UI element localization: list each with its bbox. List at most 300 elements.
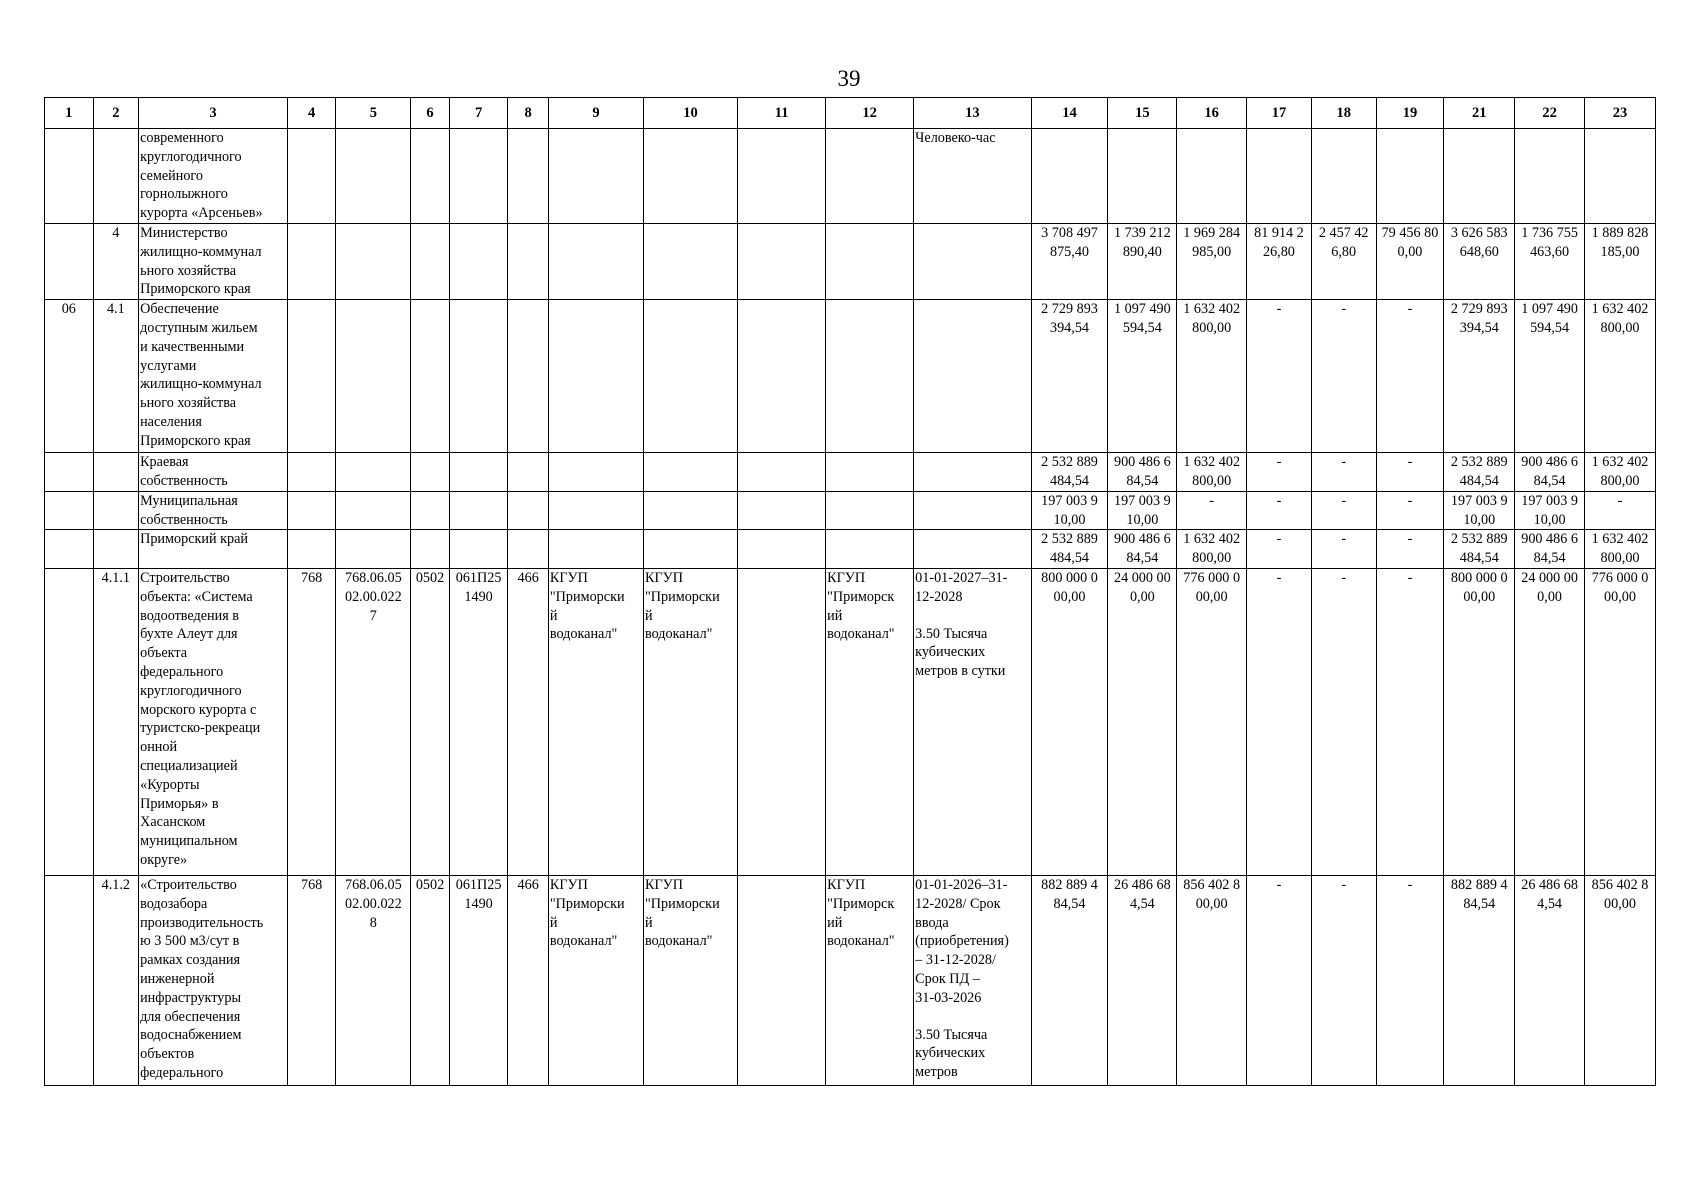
table-cell-col-16 [1177,129,1247,224]
cell-line: объектов [140,1046,195,1063]
cell-line: 768.06.05 [344,569,402,586]
table-cell-col-6 [411,453,449,492]
cell-line: - [1209,492,1215,509]
table-cell-col-12 [826,568,914,875]
column-header-17: 17 [1247,98,1312,129]
table-cell-col-14 [1031,300,1108,453]
cell-line: ий [827,914,843,931]
table-cell-col-11 [738,300,826,453]
cell-line: 1 632 402 [1591,301,1649,318]
cell-line: КГУП [645,569,683,586]
cell-line: объекта [140,645,188,662]
page-number: 39 [837,66,861,91]
table-cell-col-21 [1444,300,1515,453]
cell-line: Муниципальная [140,492,238,509]
cell-line: 84,54 [1533,472,1566,489]
table-body [45,129,1656,1086]
table-cell-col-1 [45,129,94,224]
table-cell-col-19 [1376,530,1444,569]
cell-line: Строительство [140,569,230,586]
table-cell-col-23 [1585,129,1656,224]
table-cell-col-3 [139,568,288,875]
cell-line: Министерство [140,224,228,241]
cell-line: 0,00 [1129,588,1155,605]
table-cell-col-14 [1031,491,1108,530]
cell-line: 776 000 0 [1183,569,1241,586]
table-cell-col-8 [508,223,548,299]
cell-line: кубических [915,644,986,661]
cell-line: 1 097 490 [1113,301,1171,318]
table-cell-col-16 [1177,875,1247,1085]
table-cell-col-22 [1515,453,1585,492]
table-cell-col-23 [1585,491,1656,530]
cell-line: - [1341,569,1347,586]
cell-line: водоканал" [827,626,895,643]
table-cell-col-12 [826,453,914,492]
cell-line: й [645,607,653,624]
table-cell-col-4 [287,491,336,530]
table-cell-col-3 [139,129,288,224]
cell-line: 10,00 [1533,511,1566,528]
table-cell-col-16 [1177,453,1247,492]
table-cell-col-8: 466 [508,875,548,1085]
table-cell-col-6: 0502 [411,568,449,875]
table-cell-col-15 [1108,875,1177,1085]
cell-line: - [1341,301,1347,318]
cell-line: 2 532 889 [1041,454,1098,471]
cell-line: 1 969 284 [1183,224,1241,241]
cell-line: и качественными [140,338,245,355]
cell-line: 1 097 490 [1521,301,1578,318]
cell-line: морского курорта с [140,701,257,718]
table-cell-col-18 [1311,568,1376,875]
table-cell-col-18 [1311,300,1376,453]
cell-line: производительность [140,914,264,931]
cell-line: 01-01-2026–31- [915,876,1008,893]
cell-line: 12-2028/ Срок [915,895,1001,912]
cell-line: 3.50 Тысяча [915,1026,988,1043]
table-cell-col-5 [336,129,411,224]
table-cell-col-4 [287,223,336,299]
cell-line: метров в сутки [915,663,1006,680]
cell-line: услугами [140,357,197,374]
table-cell-col-11 [738,491,826,530]
table-cell-col-10 [644,223,738,299]
cell-line: 00,00 [1195,895,1228,912]
cell-line: - [1341,531,1347,548]
table-cell-col-6 [411,223,449,299]
table-cell-col-10 [644,530,738,569]
cell-line: 900 486 6 [1113,531,1171,548]
table-cell-col-23 [1585,300,1656,453]
cell-line: 882 889 4 [1041,876,1098,893]
cell-line: (приобретения) [915,933,1009,950]
column-header-2: 2 [93,98,139,129]
table-cell-col-9 [548,300,643,453]
cell-line: 800,00 [1600,550,1640,567]
cell-line: 31-03-2026 [915,989,982,1006]
table-cell-col-3 [139,300,288,453]
cell-line: водоканал" [827,933,895,950]
table-cell-col-15 [1108,300,1177,453]
table-cell-col-17 [1247,491,1312,530]
cell-line: Человеко-час [915,130,996,146]
column-header-12: 12 [826,98,914,129]
table-cell-col-3 [139,491,288,530]
table-cell-col-1 [45,223,94,299]
table-cell-col-6 [411,530,449,569]
column-header-14: 14 [1031,98,1108,129]
cell-line: Приморский край [140,531,248,548]
cell-line: 2 457 42 [1318,224,1369,241]
table-cell-col-7 [449,223,508,299]
table-cell-col-1 [45,568,94,875]
column-header-4: 4 [287,98,336,129]
cell-line: 856 402 8 [1183,876,1241,893]
table-cell-col-18 [1311,530,1376,569]
cell-line: Обеспечение [140,301,219,318]
table-cell-col-5 [336,875,411,1085]
cell-line: 900 486 6 [1521,454,1578,471]
cell-line: ий [827,607,843,624]
table-cell-col-4 [287,530,336,569]
table-cell-col-19 [1376,223,1444,299]
table-cell-col-1 [45,530,94,569]
cell-line: "Приморски [645,588,720,605]
cell-line: 1 739 212 [1113,224,1171,241]
column-header-9: 9 [548,98,643,129]
cell-line: 061П25 [455,876,502,893]
cell-line: 84,54 [1053,895,1086,912]
table-cell-col-18 [1311,129,1376,224]
column-header-8: 8 [508,98,548,129]
cell-line: 81 914 2 [1254,224,1304,241]
table-cell-col-7 [449,875,508,1085]
table-cell-col-18 [1311,223,1376,299]
cell-line: Срок ПД – [915,970,980,987]
cell-line: горнолыжного [140,186,228,203]
cell-line: инфраструктуры [140,989,241,1006]
column-header-3: 3 [139,98,288,129]
table-cell-col-9 [548,530,643,569]
cell-line: ю 3 500 м3/сут в [140,933,240,950]
cell-line: собственность [140,472,228,489]
cell-line: 84,54 [1463,895,1496,912]
table-cell-col-4 [287,453,336,492]
cell-line: водоотведения в [140,607,239,624]
cell-line: 10,00 [1126,511,1159,528]
table-cell-col-10 [644,491,738,530]
cell-line: водоканал" [645,626,713,643]
table-cell-col-8: 466 [508,568,548,875]
cell-line: - [1407,301,1413,318]
cell-line: 02.00.022 [344,895,402,912]
cell-line: 00,00 [1053,588,1086,605]
table-cell-col-9 [548,491,643,530]
table-cell-col-16 [1177,568,1247,875]
table-cell-col-13 [914,300,1031,453]
table-cell-col-13 [914,129,1031,224]
table-cell-col-15 [1108,491,1177,530]
cell-line: - [1407,531,1413,548]
cell-line: 26,80 [1262,243,1295,260]
table-row [45,129,1656,224]
table-cell-col-19 [1376,453,1444,492]
column-header-11: 11 [738,98,826,129]
table-cell-col-23 [1585,453,1656,492]
cell-line: 1490 [464,588,493,605]
table-cell-col-5 [336,223,411,299]
table-cell-col-2 [93,491,139,530]
budget-table [44,97,1656,1086]
table-cell-col-6 [411,491,449,530]
table-cell-col-4: 768 [287,568,336,875]
table-cell-col-14 [1031,568,1108,875]
table-cell-col-17 [1247,453,1312,492]
table-cell-col-19 [1376,491,1444,530]
table-cell-col-1 [45,875,94,1085]
cell-line: округе» [140,851,188,868]
cell-line: 594,54 [1530,319,1570,336]
cell-line: метров [915,1064,958,1081]
cell-line: 900 486 6 [1113,454,1171,471]
table-cell-col-6 [411,300,449,453]
table-cell-col-2: 4 [93,223,139,299]
cell-line: собственность [140,511,228,528]
cell-line: 10,00 [1053,511,1086,528]
cell-line: онной [140,739,178,756]
cell-line: – 31-12-2028/ [915,952,996,969]
cell-line: 3 708 497 [1041,224,1098,241]
table-cell-col-5 [336,568,411,875]
table-cell-col-23 [1585,223,1656,299]
column-header-6: 6 [411,98,449,129]
table-cell-col-5 [336,491,411,530]
cell-line: жилищно-коммунал [140,376,262,393]
table-cell-col-10 [644,129,738,224]
cell-line: "Приморски [549,895,625,912]
cell-line: 00,00 [1604,895,1636,912]
column-header-21: 21 [1444,98,1515,129]
table-cell-col-10 [644,568,738,875]
table-cell-col-10 [644,300,738,453]
cell-line: водоканал" [549,626,618,643]
table-cell-col-12 [826,223,914,299]
table-cell-col-14 [1031,223,1108,299]
cell-line: специализацией [140,757,238,774]
table-cell-col-21 [1444,223,1515,299]
table-cell-col-15 [1108,568,1177,875]
cell-line: 800,00 [1192,319,1232,336]
cell-line: 197 003 9 [1521,492,1578,509]
cell-line: 0,00 [1537,588,1562,605]
cell-line: 3 626 583 [1450,224,1508,241]
column-header-22: 22 [1515,98,1585,129]
cell-line: водоканал" [549,933,618,950]
table-cell-col-13 [914,875,1031,1085]
cell-line: - [1341,454,1347,471]
cell-line: 1 889 828 [1591,224,1649,241]
cell-line: 2 532 889 [1041,531,1098,548]
cell-line: 800,00 [1192,550,1232,567]
cell-line: Приморья» в [140,795,219,812]
cell-line: ьного хозяйства [140,395,237,412]
table-cell-col-16 [1177,300,1247,453]
table-cell-col-21 [1444,453,1515,492]
table-row [45,875,1656,1085]
table-cell-col-3 [139,530,288,569]
table-cell-col-21 [1444,530,1515,569]
cell-line: 6,80 [1331,243,1357,260]
table-cell-col-19 [1376,129,1444,224]
table-cell-col-22 [1515,530,1585,569]
column-header-23: 23 [1585,98,1656,129]
cell-line: - [1276,876,1282,893]
table-cell-col-11 [738,875,826,1085]
cell-line: 890,40 [1122,243,1162,260]
column-header-7: 7 [449,98,508,129]
table-cell-col-18 [1311,453,1376,492]
column-header-13: 13 [914,98,1031,129]
table-cell-col-9 [548,875,643,1085]
table-cell-col-5 [336,300,411,453]
table-cell-col-10 [644,875,738,1085]
cell-line: 84,54 [1126,550,1159,567]
column-header-15: 15 [1108,98,1177,129]
cell-line: й [549,914,558,931]
table-cell-col-22 [1515,875,1585,1085]
table-cell-col-2 [93,129,139,224]
table-cell-col-21 [1444,491,1515,530]
table-cell-col-11 [738,568,826,875]
cell-line: инженерной [140,970,215,987]
cell-line: 4,54 [1537,895,1562,912]
table-cell-col-2: 4.1.1 [93,568,139,875]
table-cell-col-15 [1108,129,1177,224]
cell-line: - [1276,531,1282,548]
table-cell-col-8 [508,453,548,492]
cell-line: - [1276,301,1282,318]
cell-line: 484,54 [1049,550,1089,567]
cell-line: 1 632 402 [1591,531,1649,548]
cell-line: жилищно-коммунал [140,243,262,260]
cell-line: 594,54 [1122,319,1162,336]
table-cell-col-14 [1031,129,1108,224]
table-cell-col-22 [1515,129,1585,224]
cell-line: КГУП [549,569,588,586]
table-cell-col-13 [914,530,1031,569]
cell-line: 484,54 [1049,472,1089,489]
table-cell-col-9 [548,129,643,224]
cell-line: 800 000 0 [1450,569,1508,586]
table-cell-col-13 [914,568,1031,875]
cell-line: «Курорты [140,776,200,793]
cell-line: 463,60 [1530,243,1570,260]
cell-line: КГУП [645,876,683,893]
cell-line: 882 889 4 [1450,876,1508,893]
cell-line: 2 532 889 [1450,531,1508,548]
table-cell-col-22 [1515,568,1585,875]
table-cell-col-17 [1247,530,1312,569]
table-cell-col-5 [336,530,411,569]
table-cell-col-4 [287,129,336,224]
cell-line: 800,00 [1192,472,1232,489]
cell-line: 1 632 402 [1183,454,1241,471]
cell-line: 4,54 [1129,895,1155,912]
table-cell-col-11 [738,453,826,492]
table-cell-col-6 [411,129,449,224]
cell-line: 02.00.022 [344,588,402,605]
cell-line: Хасанском [140,814,206,831]
cell-line: - [1407,876,1413,893]
table-cell-col-9 [548,453,643,492]
cell-line: 1 632 402 [1591,454,1649,471]
cell-line: круглогодичного [140,682,242,699]
table-cell-col-2 [93,453,139,492]
cell-line: 648,60 [1459,243,1499,260]
table-cell-col-16 [1177,223,1247,299]
table-cell-col-7 [449,453,508,492]
cell-line: 1 632 402 [1183,531,1241,548]
cell-line: «Строительство [140,876,237,893]
cell-line: 875,40 [1049,243,1089,260]
cell-line: ьного хозяйства [140,262,237,279]
cell-line: 79 456 80 [1381,224,1439,241]
table-row [45,300,1656,453]
cell-line: рамках создания [140,952,241,969]
table-cell-col-19 [1376,300,1444,453]
table-cell-col-7 [449,568,508,875]
cell-line: 800,00 [1600,319,1640,336]
cell-line: 800 000 0 [1041,569,1098,586]
column-header-10: 10 [644,98,738,129]
table-cell-col-23 [1585,530,1656,569]
cell-line: 10,00 [1463,511,1496,528]
cell-line: - [1617,492,1623,509]
cell-line: 900 486 6 [1521,531,1578,548]
cell-line: 197 003 9 [1041,492,1098,509]
cell-line: - [1407,569,1413,586]
table-cell-col-9 [548,223,643,299]
cell-line: 2 532 889 [1450,454,1508,471]
table-cell-col-3 [139,453,288,492]
table-cell-col-8 [508,491,548,530]
cell-line: водоснабжением [140,1027,242,1044]
cell-line: 01-01-2027–31- [915,569,1008,586]
cell-line: Приморского края [140,432,251,449]
cell-line: доступным жильем [140,319,258,336]
cell-line: - [1276,454,1282,471]
cell-line: 7 [369,607,377,624]
cell-line: 061П25 [455,569,502,586]
cell-line: 985,00 [1192,243,1232,260]
column-header-16: 16 [1177,98,1247,129]
table-cell-col-4: 768 [287,875,336,1085]
table-cell-col-17 [1247,568,1312,875]
cell-line: 1490 [464,895,493,912]
table-cell-col-21 [1444,568,1515,875]
cell-line: "Приморск [827,588,895,605]
cell-line: 484,54 [1459,550,1499,567]
table-cell-col-7 [449,300,508,453]
table-cell-col-1 [45,491,94,530]
cell-line: бухте Алеут для [140,626,238,643]
table-cell-col-16 [1177,491,1247,530]
table-header-row [45,98,1656,129]
cell-line: ввода [915,914,949,931]
cell-line: муниципальном [140,833,238,850]
table-cell-col-6: 0502 [411,875,449,1085]
